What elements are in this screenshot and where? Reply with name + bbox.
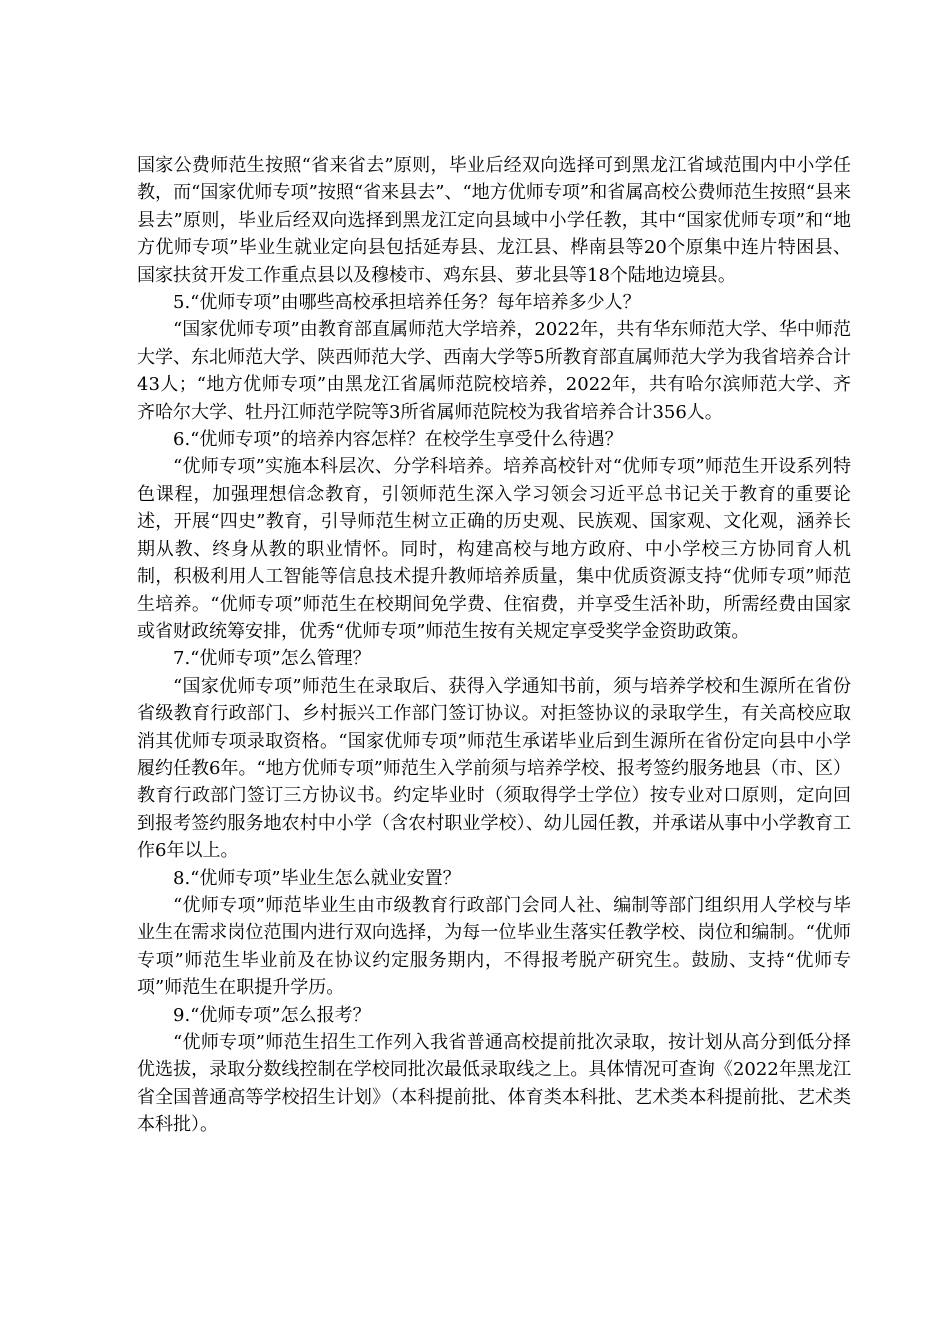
question-heading-9: 9.“优师专项”怎么报考？ <box>173 1004 371 1026</box>
answer-paragraph-5: “国家优师专项”由教育部直属师范大学培养，2022年，共有华东师范大学、华中师范大学、东北师范大学、陕西师范大学、西南大学等5所教育部直属师范大学为我省培养合计43人；“地方优师专项”由黑龙江省属师范院校培养，2022年，共有哈尔滨师范大学、齐齐哈尔大学、牡丹江师范学院等3所省属师范院校为我省培养合计356人。 <box>137 319 851 423</box>
question-heading-6: 6.“优师专项”的培养内容怎样？在校学生享受什么待遇？ <box>173 429 623 451</box>
answer-paragraph-9: “优师专项”师范生招生工作列入我省普通高校提前批次录取，按计划从高分到低分择优选拔，录取分数线控制在学校同批次最低录取线之上。具体情况可查询《2022年黑龙江省全国普通高等学校招生计划》（本科提前批、体育类本科批、艺术类本科提前批、艺术类本科批）。 <box>137 1032 851 1136</box>
question-heading-7: 7.“优师专项”怎么管理？ <box>173 648 371 670</box>
question-heading-5: 5.“优师专项”由哪些高校承担培养任务？每年培养多少人？ <box>173 292 641 314</box>
document-page <box>137 152 851 1139</box>
question-heading-8: 8.“优师专项”毕业生怎么就业安置？ <box>173 867 461 889</box>
paragraph-employment-principles: 国家公费师范生按照“省来省去”原则，毕业后经双向选择可到黑龙江省域范围内中小学任教，而“国家优师专项”按照“省来县去”、“地方优师专项”和省属高校公费师范生按照“县来县去”原则，毕业后经双向选择到黑龙江定向县域中小学任教，其中“国家优师专项”和“地方优师专项”毕业生就业定向县包括延寿县、龙江县、桦南县等20个原集中连片特困县、国家扶贫开发工作重点县以及穆棱市、鸡东县、萝北县等18个陆地边境县。 <box>137 155 851 286</box>
answer-paragraph-7: “国家优师专项”师范生在录取后、获得入学通知书前，须与培养学校和生源所在省份省级教育行政部门、乡村振兴工作部门签订协议。对拒签协议的录取学生，有关高校应取消其优师专项录取资格。“国家优师专项”师范生承诺毕业后到生源所在省份定向县中小学履约任教6年。“地方优师专项”师范生入学前须与培养学校、报考签约服务地县（市、区）教育行政部门签订三方协议书。约定毕业时（须取得学士学位）按专业对口原则，定向回到报考签约服务地农村中小学（含农村职业学校）、幼儿园任教，并承诺从事中小学教育工作6年以上。 <box>137 675 851 862</box>
answer-paragraph-8: “优师专项”师范毕业生由市级教育行政部门会同人社、编制等部门组织用人学校与毕业生在需求岗位范围内进行双向选择，为每一位毕业生落实任教学校、岗位和编制。“优师专项”师范生毕业前及在协议约定服务期内，不得报考脱产研究生。鼓励、支持“优师专项”师范生在职提升学历。 <box>137 894 851 999</box>
answer-paragraph-6: “优师专项”实施本科层次、分学科培养。培养高校针对“优师专项”师范生开设系列特色课程，加强理想信念教育，引领师范生深入学习领会习近平总书记关于教育的重要论述，开展“四史”教育，引导师范生树立正确的历史观、民族观、国家观、文化观，涵养长期从教、终身从教的职业情怀。同时，构建高校与地方政府、中小学校三方协同育人机制，积极利用人工智能等信息技术提升教师培养质量，集中优质资源支持“优师专项”师范生培养。“优师专项”师范生在校期间免学费、住宿费，并享受生活补助，所需经费由国家或省财政统筹安排，优秀“优师专项”师范生按有关规定享受奖学金资助政策。 <box>137 456 851 642</box>
